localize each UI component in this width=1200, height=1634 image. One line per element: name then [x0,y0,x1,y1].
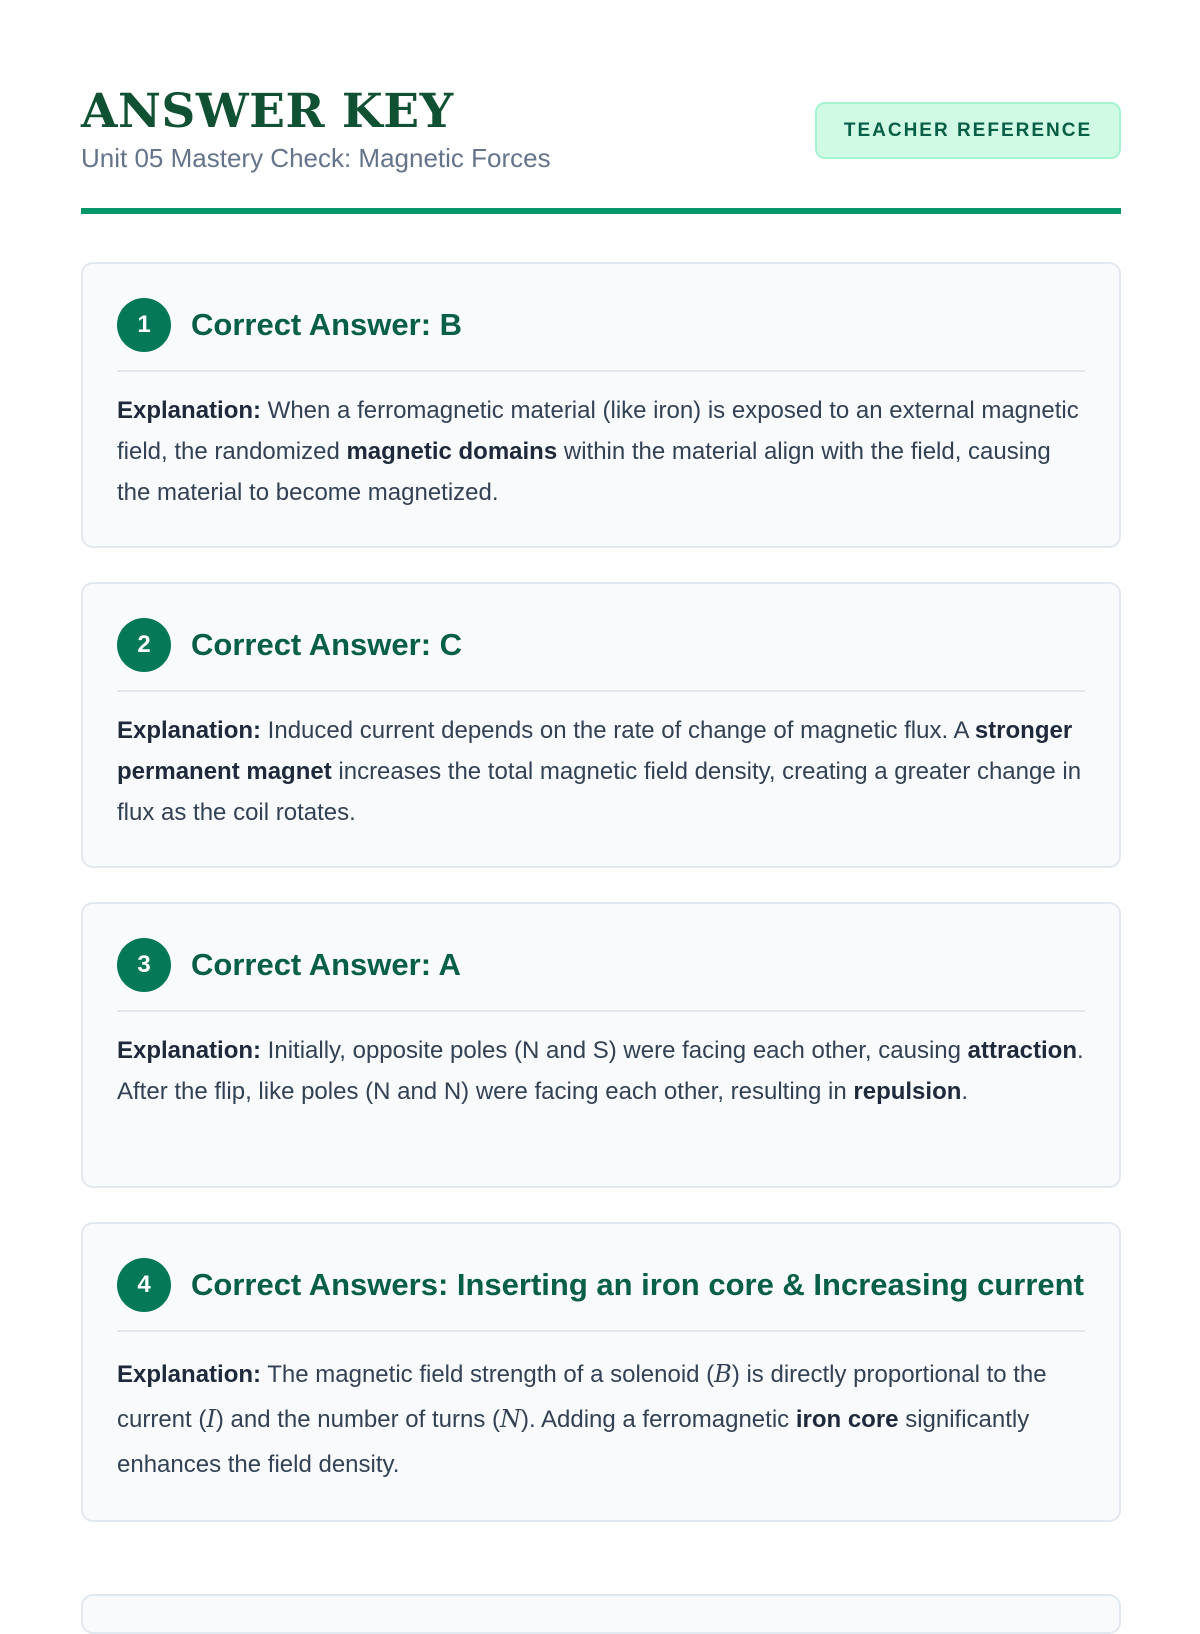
answer-card-4 [81,1222,1121,1522]
explanation-text: ). Adding a ferromagnetic [521,1406,796,1433]
explanation-label: Explanation: [117,1361,262,1388]
explanation-emphasis: stronger permanent magnet [117,717,1073,785]
answer-card-header [117,618,1085,692]
explanation-text: When a ferromagnetic material (like iron) is exposed to an external magnetic field, the randomized [117,397,1079,465]
math-symbol-n: N [500,1405,521,1433]
explanation-text: within the material align with the field, causing the material to become magnetized. [117,438,1051,506]
explanation-emphasis: attraction [967,1037,1077,1064]
answer-card-1 [81,262,1121,548]
page-title: ANSWER KEY [81,84,454,139]
explanation-text: Induced current depends on the rate of change of magnetic flux. A [261,717,975,744]
math-symbol-b: B [714,1360,732,1388]
answer-card-2 [81,582,1121,868]
explanation-text: Initially, opposite poles (N and S) were facing each other, causing [261,1037,968,1064]
explanation-label: Explanation: [117,397,262,424]
question-number-badge: 3 [117,938,171,992]
header-divider [81,208,1121,214]
answer-card-header [117,1258,1085,1332]
teacher-reference-badge: TEACHER REFERENCE [815,102,1121,159]
correct-answer: Correct Answer: C [191,627,463,662]
question-number-badge: 4 [117,1258,171,1312]
explanation [117,710,1085,833]
explanation-emphasis: iron core [795,1406,899,1433]
question-number-badge: 1 [117,298,171,352]
question-number-badge: 2 [117,618,171,672]
answer-card-3 [81,902,1121,1188]
explanation-text: significantly enhances the field density. [117,1406,1030,1478]
answer-card-5-partial [81,1594,1121,1634]
math-symbol-i: I [206,1405,216,1433]
explanation [117,1030,1085,1112]
header [81,86,1121,216]
explanation-emphasis: repulsion [853,1078,962,1105]
explanation [117,1352,1085,1487]
explanation-label: Explanation: [117,1037,262,1064]
explanation-text: increases the total magnetic field density, creating a greater change in flux as the coil rotates. [117,758,1082,826]
correct-answer: Correct Answer: A [191,947,461,982]
correct-answer: Correct Answer: B [191,307,463,342]
page-subtitle: Unit 05 Mastery Check: Magnetic Forces [81,143,551,173]
explanation-text: ) and the number of turns ( [215,1406,500,1433]
explanation-text: . After the flip, like poles (N and N) were facing each other, resulting in [117,1037,1084,1105]
explanation-emphasis: magnetic domains [346,438,558,465]
explanation-label: Explanation: [117,717,262,744]
answer-card-header [117,938,1085,1012]
explanation-text: The magnetic field strength of a solenoid ( [261,1361,715,1388]
explanation-text: ) is directly proportional to the current ( [117,1361,1047,1433]
explanation-text: . [961,1078,969,1105]
correct-answer: Correct Answers: Inserting an iron core & Increasing current [191,1267,1084,1302]
answer-card-header [117,298,1085,372]
explanation [117,390,1085,513]
